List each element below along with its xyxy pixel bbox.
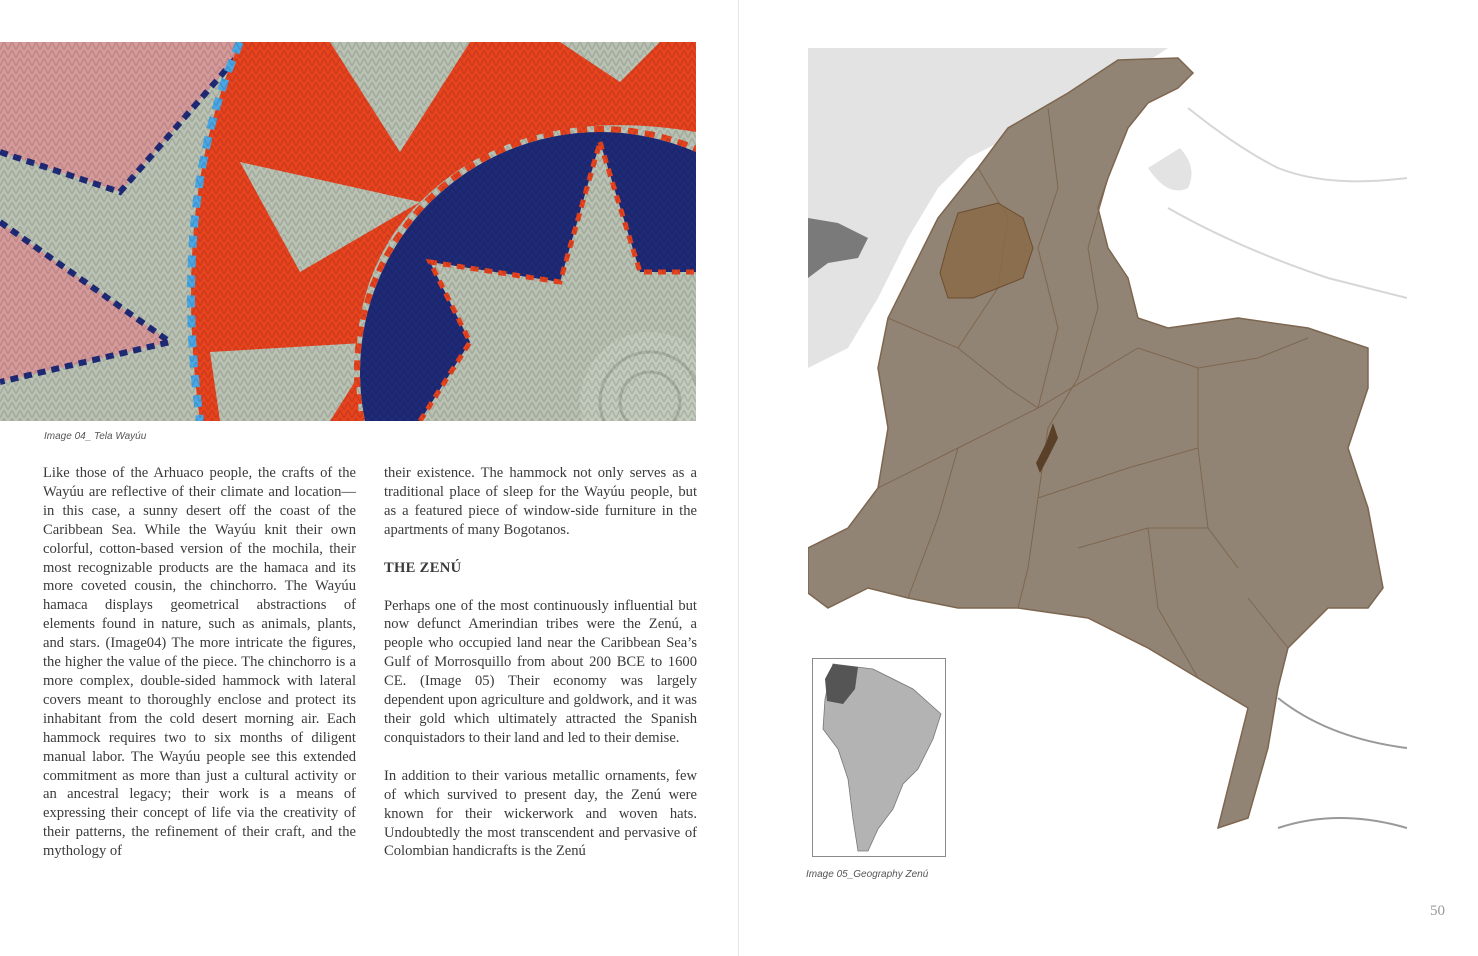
body-paragraph: their existence. The hammock not only serves as a traditional place of sleep for the Wayúu people, but as a featured piece of window-side furniture in the apartments of many Bogotanos. (384, 465, 697, 538)
body-paragraph: Like those of the Arhuaco people, the crafts of the Wayúu are reflective of their climate and location—in this case, a sunny desert off the coast of the Caribbean Sea. While the Wayúu knit their own colorful, cotton-based version of the mochila, their most recognizable products are the hamaca and its more coveted cousin, the chinchorro. The Wayúu hamaca displays geometrical abstractions of elements found in nature, such as animals, plants, and stars. (Image04) The more intricate the figures, the higher the value of the piece. The chinchorro is a more complex, double-sided hammock with lateral covers meant to thoroughly enclose and protect its inhabitant from the cold desert morning air. Each hammock requires two to six months of diligent manual labor. The Wayúu people see this extended commitment as more than just a cultural activity or an ancestral legacy; their work is a means of expressing their concept of life via the creativity of their patterns, the refinement of their craft, and the mythology of (43, 465, 356, 860)
body-paragraph: Perhaps one of the most continuously influential but now defunct Amerindian tribes were the Zenú, a people who occupied land near the Caribbean Sea’s Gulf of Morrosquillo from about 200 BCE to 1600 CE. (Image 05) Their economy was largely dependent upon agriculture and goldwork, and it was their gold which ultimately attracted the Spanish conquistadors to their land and led to their demise. (384, 597, 697, 746)
south-america-inset-map (812, 658, 946, 857)
text-column-1 (43, 464, 356, 880)
text-column-2 (384, 464, 697, 880)
page-number: 50 (1430, 903, 1445, 919)
body-paragraph: In addition to their various metallic ornaments, few of which survived to present day, the Zenú were known for their wickerwork and woven hats. Undoubtedly the most transcendent and pervasive of Colombian handicrafts is the Zenú (384, 767, 697, 860)
section-heading: THE ZENÚ (384, 559, 462, 576)
page-gutter (738, 0, 739, 956)
photo-caption: Image 04_ Tela Wayúu (44, 431, 147, 442)
map-caption: Image 05_Geography Zenú (806, 869, 929, 880)
wayuu-textile-photo (0, 42, 696, 421)
